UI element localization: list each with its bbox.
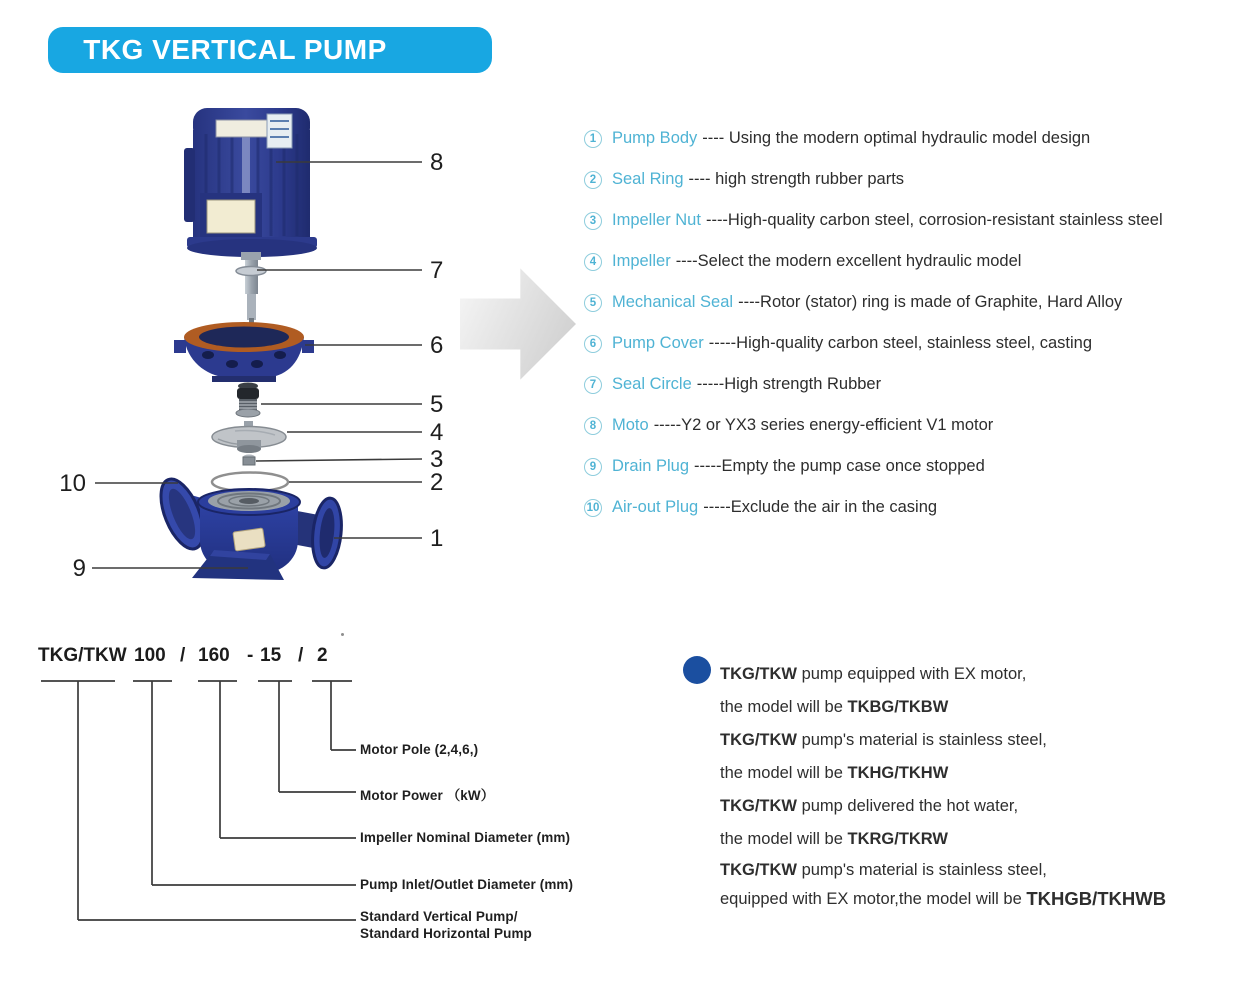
part-description: ---- Using the modern optimal hydraulic model design: [702, 129, 1091, 147]
model-code-part: -: [247, 645, 254, 666]
callout-10: 10: [59, 470, 86, 497]
pump-exploded-diagram: [30, 90, 510, 600]
part-name: Seal Ring: [612, 170, 684, 188]
mechanical-seal-illustration: [236, 383, 260, 418]
part-item-2: [584, 159, 1234, 200]
part-number-badge: 1: [584, 130, 602, 148]
part-name: Drain Plug: [612, 457, 690, 475]
part-number-badge: 6: [584, 335, 602, 353]
model-code-part: 160: [198, 645, 230, 666]
callout-2: 2: [430, 469, 444, 496]
model-code-label-pump-type: [360, 908, 532, 942]
note-line: [720, 885, 1220, 913]
part-item-1: [584, 118, 1234, 159]
bullet-circle-icon: [683, 656, 711, 684]
note-text: pump equipped with EX motor,: [796, 664, 1027, 683]
note-text: TKG/TKW: [720, 796, 797, 815]
pump-body-illustration: [152, 473, 344, 580]
part-number-badge: 9: [584, 458, 602, 476]
shaft-illustration: [236, 252, 266, 324]
note-text: the model will be: [720, 697, 848, 716]
note-lines: [720, 658, 1220, 913]
note-line: [720, 690, 1220, 724]
note-text: TKG/TKW: [720, 731, 797, 749]
note-model-code: TKBG/TKBW: [847, 697, 949, 716]
part-item-6: [584, 323, 1234, 364]
model-code-connector-lines: [30, 640, 670, 960]
motor-illustration: [184, 108, 317, 257]
part-description: ----Select the modern excellent hydraulic model: [675, 252, 1022, 270]
callout-3: 3: [430, 446, 444, 473]
callout-8: 8: [430, 149, 444, 176]
note-text: pump delivered the hot water,: [796, 796, 1019, 815]
part-number-badge: 2: [584, 171, 602, 189]
model-code-label-line-2: Standard Horizontal Pump: [360, 926, 532, 941]
model-code-label-line-1: Standard Vertical Pump/: [360, 909, 518, 924]
part-name: Pump Body: [612, 129, 698, 147]
parts-list: [584, 118, 1234, 528]
callout-9: 9: [72, 555, 86, 582]
callout-5: 5: [430, 391, 444, 418]
note-text: pump's material is stainless steel,: [796, 731, 1047, 749]
part-number-badge: 3: [584, 212, 602, 230]
callout-4: 4: [430, 419, 444, 446]
model-code-label-motor-pole: Motor Pole (2,4,6,): [360, 742, 479, 757]
part-description: -----Exclude the air in the casing: [703, 498, 938, 516]
note-text: equipped with EX motor,the model will be: [720, 889, 1027, 908]
callout-1: 1: [430, 525, 444, 552]
part-number-badge: 4: [584, 253, 602, 271]
part-description: ----Rotor (stator) ring is made of Graphite, Hard Alloy: [738, 293, 1123, 311]
part-name: Air-out Plug: [612, 498, 699, 516]
note-text: TKG/TKW: [720, 860, 797, 879]
model-code-part: /: [298, 645, 304, 666]
part-item-9: [584, 446, 1234, 487]
part-item-8: [584, 405, 1234, 446]
part-item-7: [584, 364, 1234, 405]
part-name: Moto: [612, 416, 649, 434]
callout-7: 7: [430, 257, 444, 284]
callout-6: 6: [430, 332, 444, 359]
part-description: -----Empty the pump case once stopped: [694, 457, 985, 475]
part-name: Pump Cover: [612, 334, 704, 352]
model-code-part: /: [180, 645, 186, 666]
note-model-code: TKRG/TKRW: [847, 829, 948, 848]
part-name: Impeller: [612, 252, 671, 270]
part-name: Mechanical Seal: [612, 293, 734, 311]
part-name: Impeller Nut: [612, 211, 701, 229]
note-text: pump's material is stainless steel,: [796, 860, 1047, 879]
part-number-badge: 10: [584, 499, 602, 517]
part-description: ----High-quality carbon steel, corrosion-resistant stainless steel: [705, 211, 1163, 229]
part-name: Seal Circle: [612, 375, 692, 393]
note-text: TKG/TKW: [720, 664, 797, 683]
part-number-badge: 5: [584, 294, 602, 312]
part-description: ---- high strength rubber parts: [688, 170, 905, 188]
part-number-badge: 8: [584, 417, 602, 435]
part-item-5: [584, 282, 1234, 323]
note-line: [720, 724, 1220, 757]
model-code-part: 100: [134, 645, 166, 666]
pump-cover-illustration: [174, 322, 314, 382]
page-title: TKG VERTICAL PUMP: [83, 34, 387, 65]
note-model-code: TKHG/TKHW: [847, 763, 949, 782]
part-item-4: [584, 241, 1234, 282]
title-banner: [48, 27, 492, 73]
part-number-badge: 7: [584, 376, 602, 394]
note-text: the model will be: [720, 763, 848, 782]
part-item-3: [584, 200, 1234, 241]
model-code-label-motor-power: Motor Power （kW）: [360, 788, 495, 803]
note-line: [720, 789, 1220, 823]
part-description: -----High strength Rubber: [696, 375, 882, 393]
note-model-code: TKHGB/TKHWB: [1026, 888, 1167, 909]
model-code-label-impeller-diameter: Impeller Nominal Diameter (mm): [360, 830, 571, 845]
note-line: [720, 757, 1220, 789]
note-line: [720, 823, 1220, 855]
model-code-part: TKG/TKW: [38, 645, 127, 666]
part-description: -----Y2 or YX3 series energy-efficient V1 motor: [653, 416, 994, 434]
model-code-part: 2: [317, 645, 328, 666]
note-line: [720, 658, 1220, 690]
part-item-10: [584, 487, 1234, 528]
impeller-nut-illustration: [243, 455, 255, 466]
note-line: [720, 855, 1220, 885]
note-text: the model will be: [720, 829, 848, 848]
print-speck: [341, 633, 344, 636]
part-description: -----High-quality carbon steel, stainless steel, casting: [708, 334, 1093, 352]
impeller-illustration: [212, 421, 286, 453]
model-code-label-inlet-outlet: Pump Inlet/Outlet Diameter (mm): [360, 877, 574, 892]
model-code-part: 15: [260, 645, 282, 666]
